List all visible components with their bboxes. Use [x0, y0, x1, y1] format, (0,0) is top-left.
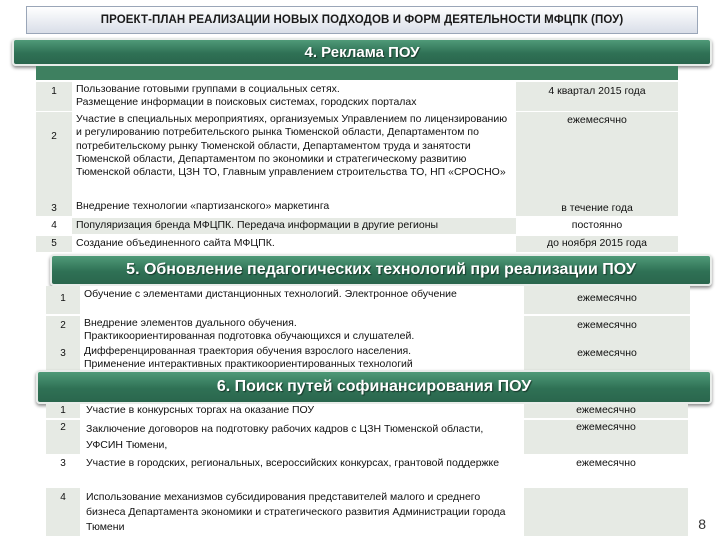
row-number: 5: [36, 236, 72, 252]
row-number: 1: [46, 404, 80, 418]
section-4-table: [36, 66, 678, 252]
row-number: 2: [36, 112, 72, 200]
row-term: ежемесячно: [524, 344, 690, 372]
row-term: ежемесячно: [524, 404, 688, 418]
section-5-table: [46, 286, 690, 372]
row-number: 3: [46, 454, 80, 486]
section-5-title: 5. Обновление педагогических технологий при реализации ПОУ: [50, 254, 712, 286]
row-number: 4: [46, 488, 80, 536]
row-term: постоянно: [516, 218, 678, 234]
row-term: ежемесячно: [516, 112, 678, 200]
table-row: [46, 488, 688, 536]
table-row: [46, 344, 690, 372]
row-number: 1: [46, 286, 80, 314]
row-description-text: Внедрение элементов дуального обучения. Практикоориентированная подготовка обучающихся и слушателей.: [84, 317, 415, 343]
table-row: [46, 404, 688, 418]
row-number: 4: [36, 218, 72, 234]
row-description: Заключение договоров на подготовку рабочих кадров с ЦЗН Тюменской области, УФСИН Тюмени,: [80, 420, 524, 454]
table-row: [46, 316, 690, 344]
row-term: ежемесячно: [524, 286, 690, 314]
row-description: Использование механизмов субсидирования представителей малого и среднего бизнеса Департамента экономики и стратегического развития Администрации города Тюмени: [80, 488, 524, 536]
row-number: 3: [46, 344, 80, 372]
row-number: 2: [46, 420, 80, 454]
section-6-table: [46, 404, 688, 536]
row-term: ежемесячно: [524, 420, 688, 454]
row-description-text: Дифференцированная траектория обучения взрослого населения. Применение интерактивных практикоориентированных технологий: [84, 345, 413, 371]
row-description: Внедрение технологии «партизанского» маркетинга: [72, 200, 516, 216]
table-row: [46, 420, 688, 454]
row-term: 4 квартал 2015 года: [516, 82, 678, 111]
row-description-text: Участие в специальных мероприятиях, организуемых Управлением по лицензированию и регулированию потребительского рынка Тюменской области, Департаментом по потребительскому рынку Тюменской области, Департаментом труда и занятости Тюменской области, Департаментом по экономики и стратегическому развитию Тюменской области, ЦЗН ТО, Главным управлением строительства ТО, НП «СРОСНО»: [76, 113, 508, 179]
page-title: ПРОЕКТ-ПЛАН РЕАЛИЗАЦИИ НОВЫХ ПОДХОДОВ И ФОРМ ДЕЯТЕЛЬНОСТИ МФЦПК (ПОУ): [26, 6, 698, 34]
table-row: [36, 236, 678, 252]
row-description: Обучение с элементами дистанционных технологий. Электронное обучение: [80, 286, 524, 314]
row-number: 2: [46, 316, 80, 344]
row-term: ежемесячно: [524, 454, 688, 486]
row-description: Участие в городских, региональных, всероссийских конкурсах, грантовой поддержке: [80, 454, 524, 486]
row-number: 3: [36, 200, 72, 216]
section-6-title: 6. Поиск путей софинансирования ПОУ: [36, 370, 712, 404]
slide-number: 8: [698, 516, 706, 532]
table-row: [36, 218, 678, 234]
table-row: [46, 454, 688, 486]
row-term: до ноября 2015 года: [516, 236, 678, 252]
row-term: ежемесячно: [524, 316, 690, 344]
table-header-strip: [36, 66, 678, 80]
section-4-title: 4. Реклама ПОУ: [12, 38, 712, 66]
row-number: 1: [36, 82, 72, 111]
row-description: Популяризация бренда МФЦПК. Передача информации в другие регионы: [72, 218, 516, 234]
row-term: в течение года: [516, 200, 678, 216]
row-description: [72, 82, 516, 111]
row-description-text: Пользование готовыми группами в социальных сетях. Размещение информации в поисковых системах, городских порталах: [76, 83, 417, 109]
table-row: [46, 286, 690, 314]
row-description: Создание объединенного сайта МФЦПК.: [72, 236, 516, 252]
row-description: [80, 316, 524, 344]
row-term: [524, 488, 688, 536]
table-row: [36, 200, 678, 216]
table-row: [36, 82, 678, 111]
row-description: [80, 344, 524, 372]
row-description: [72, 112, 516, 200]
row-description: Участие в конкурсных торгах на оказание ПОУ: [80, 404, 524, 418]
table-row: [36, 112, 678, 200]
